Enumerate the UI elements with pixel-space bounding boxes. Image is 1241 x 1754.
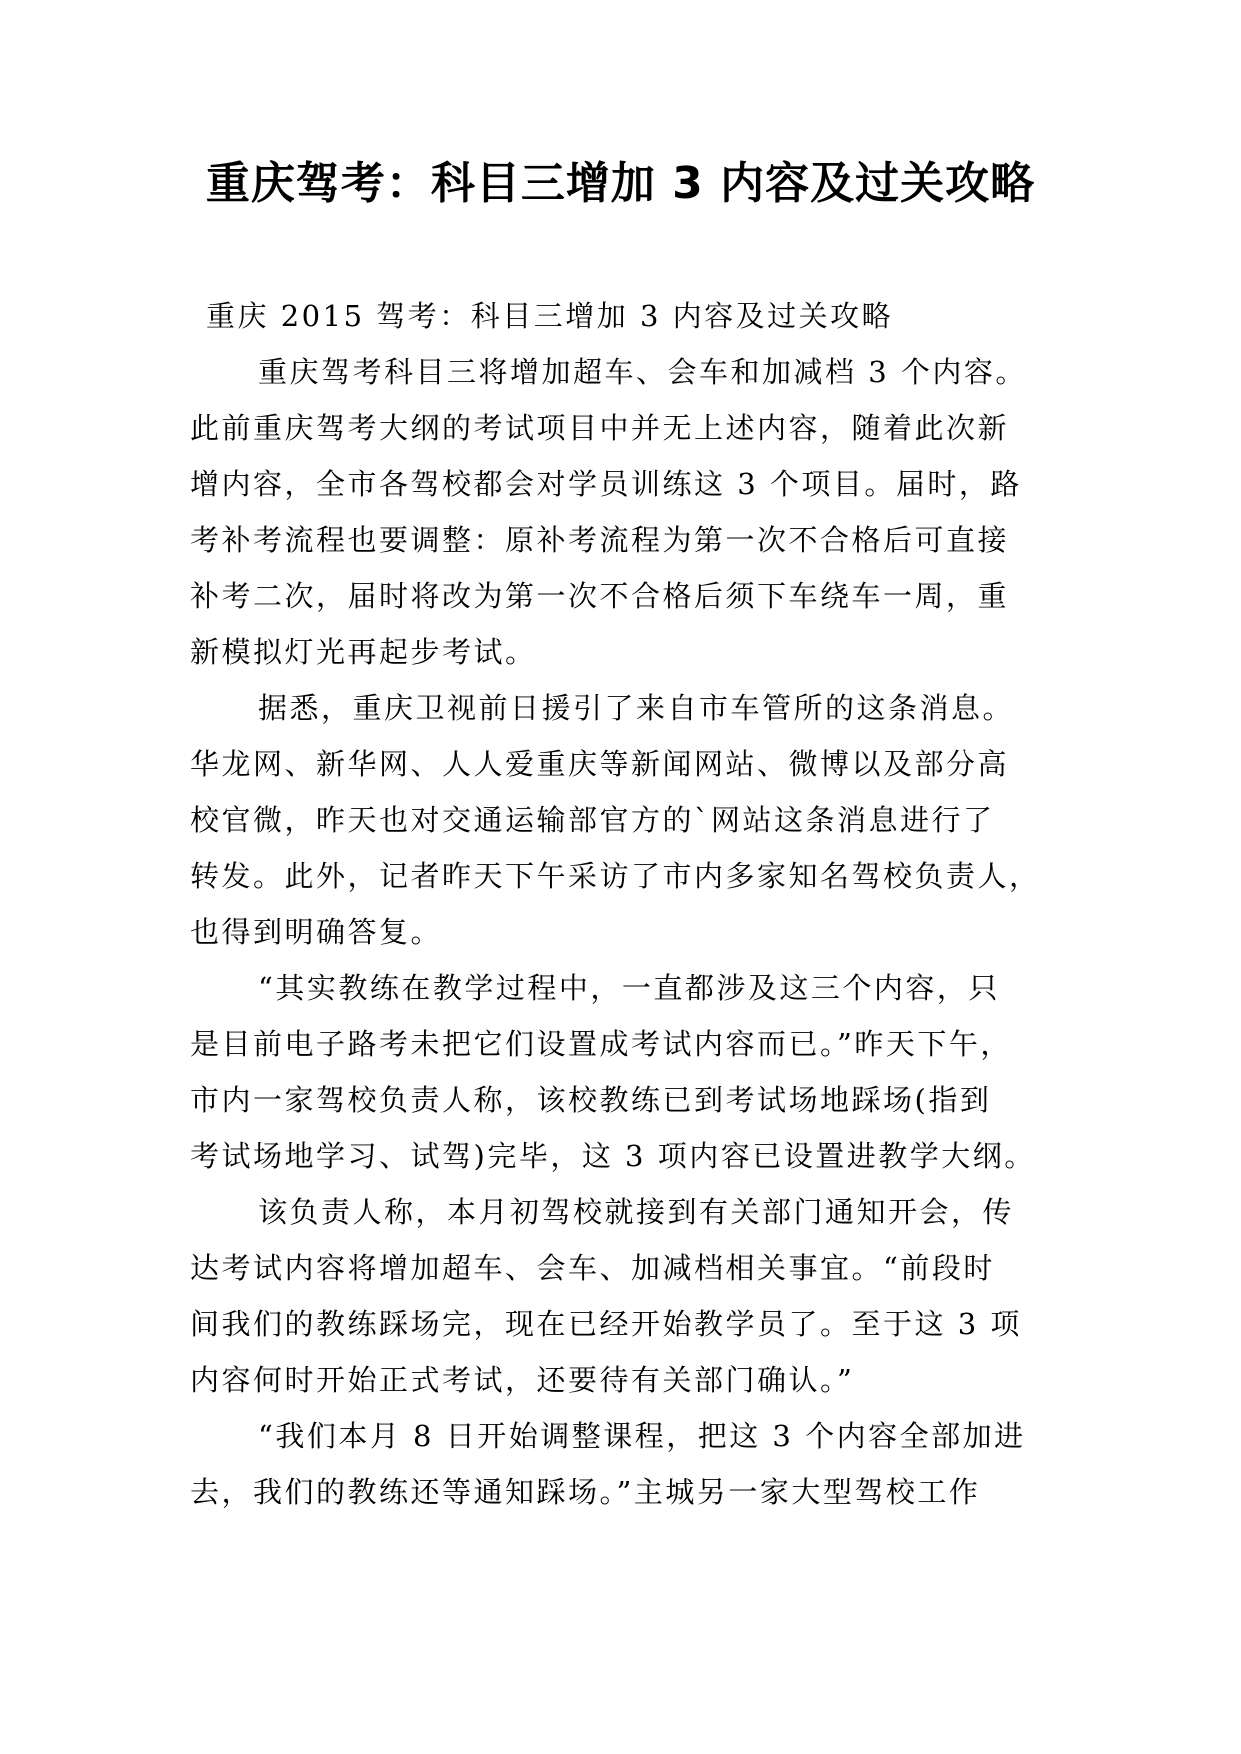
paragraph-line: 也得到明确答复。 — [190, 915, 443, 949]
paragraph-line: 达考试内容将增加超车、会车、加减档相关事宜。“前段时 — [190, 1251, 995, 1285]
paragraph-line: 华龙网、新华网、人人爱重庆等新闻网站、微博以及部分高 — [190, 747, 1010, 781]
paragraph-line: 去，我们的教练还等通知踩场。”主城另一家大型驾校工作 — [190, 1475, 981, 1509]
paragraph-line: “其实教练在教学过程中，一直都涉及这三个内容，只 — [258, 971, 1000, 1005]
paragraph-line: 增内容，全市各驾校都会对学员训练这 3 个项目。届时，路 — [190, 467, 1022, 501]
paragraph-line: 据悉，重庆卫视前日援引了来自市车管所的这条消息。 — [258, 691, 1015, 725]
paragraph-line: 转发。此外，记者昨天下午采访了市内多家知名驾校负责人， — [190, 859, 1041, 893]
document-title: 重庆驾考：科目三增加 3 内容及过关攻略 — [205, 158, 1036, 209]
paragraph-line: 重庆驾考科目三将增加超车、会车和加减档 3 个内容。 — [258, 355, 1027, 389]
paragraph-line: 新模拟灯光再起步考试。 — [190, 635, 537, 669]
paragraph-line: 校官微，昨天也对交通运输部官方的`网站这条消息进行了 — [190, 803, 995, 837]
paragraph-line: 补考二次，届时将改为第一次不合格后须下车绕车一周，重 — [190, 579, 1010, 613]
paragraph-line: “我们本月 8 日开始调整课程，把这 3 个内容全部加进 — [258, 1419, 1026, 1453]
paragraph-line: 间我们的教练踩场完，现在已经开始教学员了。至于这 3 项 — [190, 1307, 1022, 1341]
paragraph-line: 考试场地学习、试驾)完毕，这 3 项内容已设置进教学大纲。 — [190, 1139, 1036, 1173]
paragraph-line: 考补考流程也要调整：原补考流程为第一次不合格后可直接 — [190, 523, 1010, 557]
paragraph-line: 是目前电子路考未把它们设置成考试内容而已。”昨天下午， — [190, 1027, 1012, 1061]
paragraph-line: 此前重庆驾考大纲的考试项目中并无上述内容，随着此次新 — [190, 411, 1010, 445]
document-body — [190, 288, 1070, 1520]
paragraph-line: 市内一家驾校负责人称，该校教练已到考试场地踩场(指到 — [190, 1083, 992, 1117]
document-subtitle: 重庆 2015 驾考：科目三增加 3 内容及过关攻略 — [206, 299, 894, 333]
paragraph-line: 该负责人称，本月初驾校就接到有关部门通知开会，传 — [258, 1195, 1015, 1229]
paragraph-line: 内容何时开始正式考试，还要待有关部门确认。” — [190, 1363, 855, 1397]
